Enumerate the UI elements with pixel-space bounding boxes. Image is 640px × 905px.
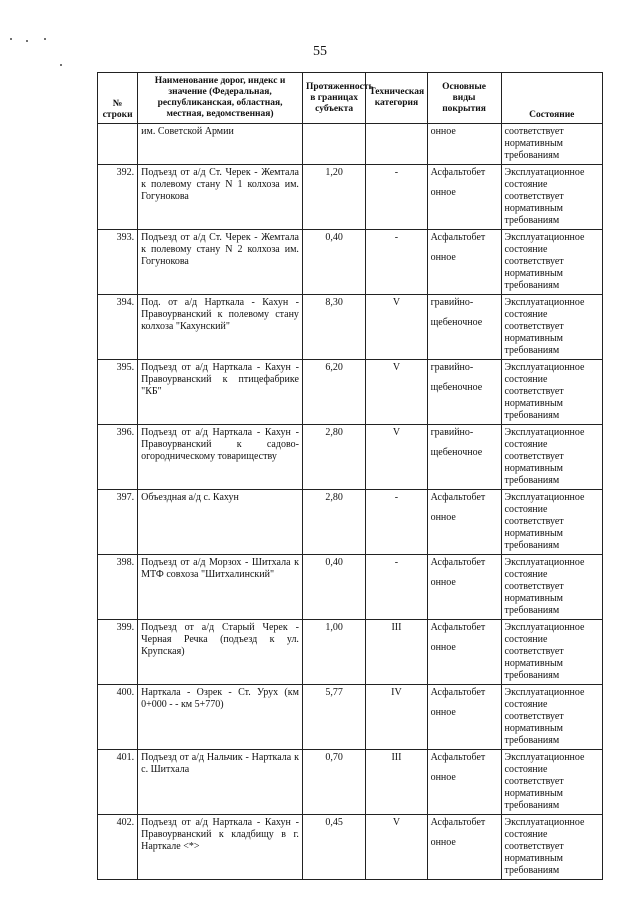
cell-name: Подъезд от а/д Нальчик - Нарткала к с. Шитхала [138, 750, 303, 815]
coverage-line-1: Асфальтобет [430, 557, 486, 568]
cell-length: 0,40 [302, 230, 365, 295]
coverage-line-2: щебеночное [430, 317, 483, 328]
header-category: Техническая категория [366, 73, 427, 124]
cell-name: Подъезд от а/д Нарткала - Кахун - Правоурванский к кладбищу в г. Нарткале <*> [138, 815, 303, 880]
cell-category: - [366, 490, 427, 555]
cell-category: - [366, 165, 427, 230]
cell-name: Подъезд от а/д Ст. Черек - Жемтала к полевому стану N 2 колхоза им. Гогунокова [138, 230, 303, 295]
cell-length: 0,45 [302, 815, 365, 880]
coverage-line-2: онное [430, 707, 456, 718]
coverage-line-2: онное [430, 772, 456, 783]
coverage-line-2: онное [430, 252, 456, 263]
table-row-continuation [98, 124, 603, 165]
cell-length: 0,40 [302, 555, 365, 620]
cell-num [98, 124, 138, 165]
table-row [98, 490, 603, 555]
cell-category: IV [366, 685, 427, 750]
page-number: 55 [313, 44, 327, 59]
table-row [98, 425, 603, 490]
cell-num: 395. [98, 360, 138, 425]
cell-category: V [366, 360, 427, 425]
header-state: Состояние [501, 73, 602, 124]
cell-length: 0,70 [302, 750, 365, 815]
cell-num: 402. [98, 815, 138, 880]
cell-state: Эксплуатационное состояние соответствует нормативным требованиям [501, 490, 602, 555]
cell-category [366, 124, 427, 165]
coverage-line-1: Асфальтобет [430, 167, 486, 178]
cell-name: Подъезд от а/д Нарткала - Кахун - Правоурванский к птицефабрике "КБ" [138, 360, 303, 425]
cell-num: 392. [98, 165, 138, 230]
header-num: № строки [98, 73, 138, 124]
coverage-line-1: гравийно- [430, 362, 474, 373]
cell-coverage [427, 620, 501, 685]
cell-coverage [427, 815, 501, 880]
cell-category: III [366, 750, 427, 815]
coverage-line-2: щебеночное [430, 447, 483, 458]
cell-name: Подъезд от а/д Нарткала - Кахун - Правоурванский к садово-огородническому товариществу [138, 425, 303, 490]
table-row [98, 815, 603, 880]
cell-state: Эксплуатационное состояние соответствует нормативным требованиям [501, 230, 602, 295]
cell-coverage [427, 425, 501, 490]
cell-coverage [427, 360, 501, 425]
cell-name: Под. от а/д Нарткала - Кахун - Правоурванский к полевому стану колхоза "Кахунский" [138, 295, 303, 360]
table-row [98, 620, 603, 685]
cell-length: 2,80 [302, 490, 365, 555]
table-row [98, 230, 603, 295]
header-coverage: Основные виды покрытия [427, 73, 501, 124]
cell-category: - [366, 230, 427, 295]
cell-length: 5,77 [302, 685, 365, 750]
cell-num: 398. [98, 555, 138, 620]
cell-coverage [427, 490, 501, 555]
coverage-line-1: Асфальтобет [430, 752, 486, 763]
cell-category: V [366, 815, 427, 880]
header-length: Протяженность в границах субъекта [302, 73, 365, 124]
cell-coverage [427, 750, 501, 815]
coverage-line-1: Асфальтобет [430, 492, 486, 503]
cell-name: Подъезд от а/д Старый Черек - Черная Речка (подъезд к ул. Крупская) [138, 620, 303, 685]
cell-length: 6,20 [302, 360, 365, 425]
cell-name: им. Советской Армии [138, 124, 303, 165]
header-name: Наименование дорог, индекс и значение (Федеральная, республиканская, областная, местная, ведомственная) [138, 73, 303, 124]
cell-name: Объездная а/д с. Кахун [138, 490, 303, 555]
coverage-line-2: онное [430, 642, 456, 653]
cell-num: 397. [98, 490, 138, 555]
cell-category: V [366, 425, 427, 490]
coverage-line-1: гравийно- [430, 297, 474, 308]
scan-speck [26, 40, 28, 42]
cell-length [302, 124, 365, 165]
cell-state: соответствует нормативным требованиям [501, 124, 602, 165]
cell-state: Эксплуатационное состояние соответствует нормативным требованиям [501, 425, 602, 490]
coverage-line-1: гравийно- [430, 427, 474, 438]
cell-state: Эксплуатационное состояние соответствует нормативным требованиям [501, 685, 602, 750]
cell-category: V [366, 295, 427, 360]
coverage-line-2: онное [430, 187, 456, 198]
table-row [98, 750, 603, 815]
cell-name: Подъезд от а/д Морзох - Шитхала к МТФ совхоза "Шитхалинский" [138, 555, 303, 620]
table-row [98, 165, 603, 230]
table-header-row [98, 73, 603, 124]
cell-state: Эксплуатационное состояние соответствует нормативным требованиям [501, 295, 602, 360]
cell-coverage [427, 165, 501, 230]
cell-state: Эксплуатационное состояние соответствует нормативным требованиям [501, 750, 602, 815]
coverage-line-2: онное [430, 577, 456, 588]
table-row [98, 685, 603, 750]
cell-coverage [427, 230, 501, 295]
cell-num: 401. [98, 750, 138, 815]
cell-name: Подъезд от а/д Ст. Черек - Жемтала к полевому стану N 1 колхоза им. Гогунокова [138, 165, 303, 230]
coverage-line-1: Асфальтобет [430, 622, 486, 633]
cell-coverage: онное [427, 124, 501, 165]
cell-state: Эксплуатационное состояние соответствует нормативным требованиям [501, 620, 602, 685]
cell-coverage [427, 555, 501, 620]
table-row [98, 360, 603, 425]
coverage-line-1: Асфальтобет [430, 687, 486, 698]
cell-state: Эксплуатационное состояние соответствует нормативным требованиям [501, 360, 602, 425]
cell-length: 2,80 [302, 425, 365, 490]
cell-num: 400. [98, 685, 138, 750]
scan-speck [44, 38, 46, 40]
roads-table [97, 72, 603, 880]
cell-coverage [427, 685, 501, 750]
table-body [98, 165, 603, 880]
cell-num: 394. [98, 295, 138, 360]
cell-num: 396. [98, 425, 138, 490]
cell-category: III [366, 620, 427, 685]
scan-speck [10, 38, 12, 40]
coverage-line-2: онное [430, 837, 456, 848]
cell-coverage [427, 295, 501, 360]
cell-length: 1,20 [302, 165, 365, 230]
cell-length: 1,00 [302, 620, 365, 685]
table-row [98, 295, 603, 360]
table-row [98, 555, 603, 620]
cell-category: - [366, 555, 427, 620]
coverage-line-2: щебеночное [430, 382, 483, 393]
cell-length: 8,30 [302, 295, 365, 360]
cell-state: Эксплуатационное состояние соответствует нормативным требованиям [501, 815, 602, 880]
coverage-line-1: Асфальтобет [430, 232, 486, 243]
cell-state: Эксплуатационное состояние соответствует нормативным требованиям [501, 555, 602, 620]
cell-name: Нарткала - Озрек - Ст. Урух (км 0+000 - - км 5+770) [138, 685, 303, 750]
scan-speck [60, 64, 62, 66]
coverage-line-2: онное [430, 512, 456, 523]
coverage-line-1: Асфальтобет [430, 817, 486, 828]
cell-num: 399. [98, 620, 138, 685]
cell-num: 393. [98, 230, 138, 295]
cell-state: Эксплуатационное состояние соответствует нормативным требованиям [501, 165, 602, 230]
